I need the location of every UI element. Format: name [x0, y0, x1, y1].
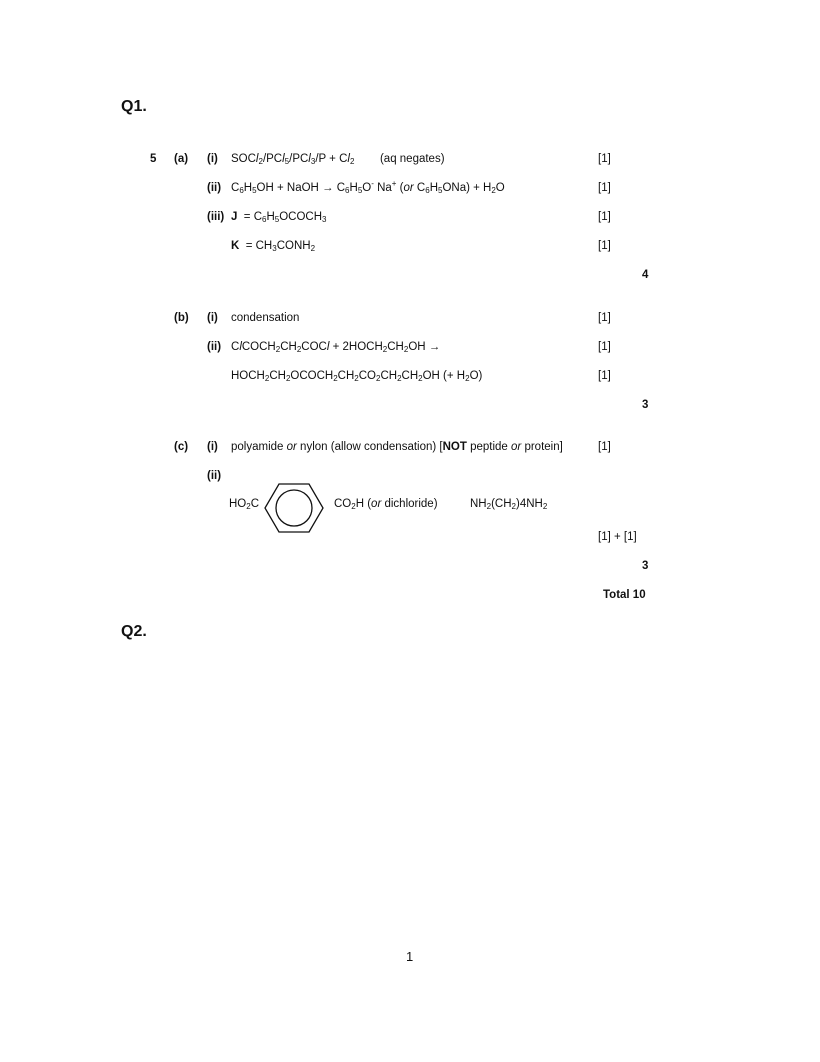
- part-a-ii-mark: [1]: [598, 182, 611, 194]
- part-c-ii-label: (ii): [207, 470, 222, 482]
- part-a-label: (a): [174, 153, 189, 165]
- part-b-ii-answer-cont: $HOCH_2CH_2OCOCH_2CH_2CO_2CH_2CH_2OH$ (+ $H_2O$): [231, 370, 483, 383]
- part-b-ii-label: (ii): [207, 341, 222, 353]
- part-c-i-mark: [1]: [598, 441, 611, 453]
- part-a-i-label: (i): [207, 153, 218, 165]
- part-b-i-mark: [1]: [598, 312, 611, 324]
- part-b-subtotal: 3: [642, 399, 649, 411]
- q1-heading: Q1.: [121, 98, 147, 115]
- part-c-label: (c): [174, 441, 189, 453]
- part-a-iii-label: (iii): [207, 211, 225, 223]
- part-a-iii-answer-k: $K = CH_3CONH_2$: [231, 240, 316, 253]
- part-b-ii-mark: [1]: [598, 341, 611, 353]
- part-a-i-answer: SOCl$_2$/PCl$_5$/PCl$_3$/P + $Cl_2$ (aq negates): [231, 153, 445, 166]
- part-a-i-mark: [1]: [598, 153, 611, 165]
- part-a-subtotal: 4: [642, 269, 649, 281]
- part-a-ii-label: (ii): [207, 182, 222, 194]
- part-a-iii-answer-j: $J = C_6H_5OCOCH_3$: [231, 211, 327, 224]
- right-substituent: $CO_2H$ (or dichloride): [334, 498, 438, 511]
- page-number: 1: [406, 949, 414, 964]
- benzene-ring-diagram: [262, 480, 326, 536]
- part-c-i-answer: polyamide or nylon (allow condensation) [NOT peptide or protein]: [231, 441, 563, 453]
- total-marks: Total 10: [603, 589, 646, 601]
- diamine-formula: $NH_2(CH_2)4NH_2$: [470, 498, 548, 511]
- part-b-label: (b): [174, 312, 189, 324]
- part-a-k-mark: [1]: [598, 240, 611, 252]
- part-b-ii-cont-mark: [1]: [598, 370, 611, 382]
- part-a-iii-mark: [1]: [598, 211, 611, 223]
- part-c-ii-mark: [1] + [1]: [598, 531, 637, 543]
- part-b-i-answer: condensation: [231, 312, 300, 324]
- question-number: 5: [150, 153, 157, 165]
- part-c-subtotal: 3: [642, 560, 649, 572]
- part-b-ii-answer: $ClCOCH_2CH_2COCl$ + $2HOCH_2CH_2OH$ →: [231, 341, 441, 354]
- left-substituent: $HO_2C$: [229, 498, 260, 511]
- part-a-ii-answer: $C_6H_5OH$ + NaOH → $C_6H_5O^-$ Na+ (or $C_6H_5ONa) + H_2O$: [231, 179, 505, 195]
- part-c-i-label: (i): [207, 441, 218, 453]
- part-b-i-label: (i): [207, 312, 218, 324]
- q2-heading: Q2.: [121, 623, 147, 640]
